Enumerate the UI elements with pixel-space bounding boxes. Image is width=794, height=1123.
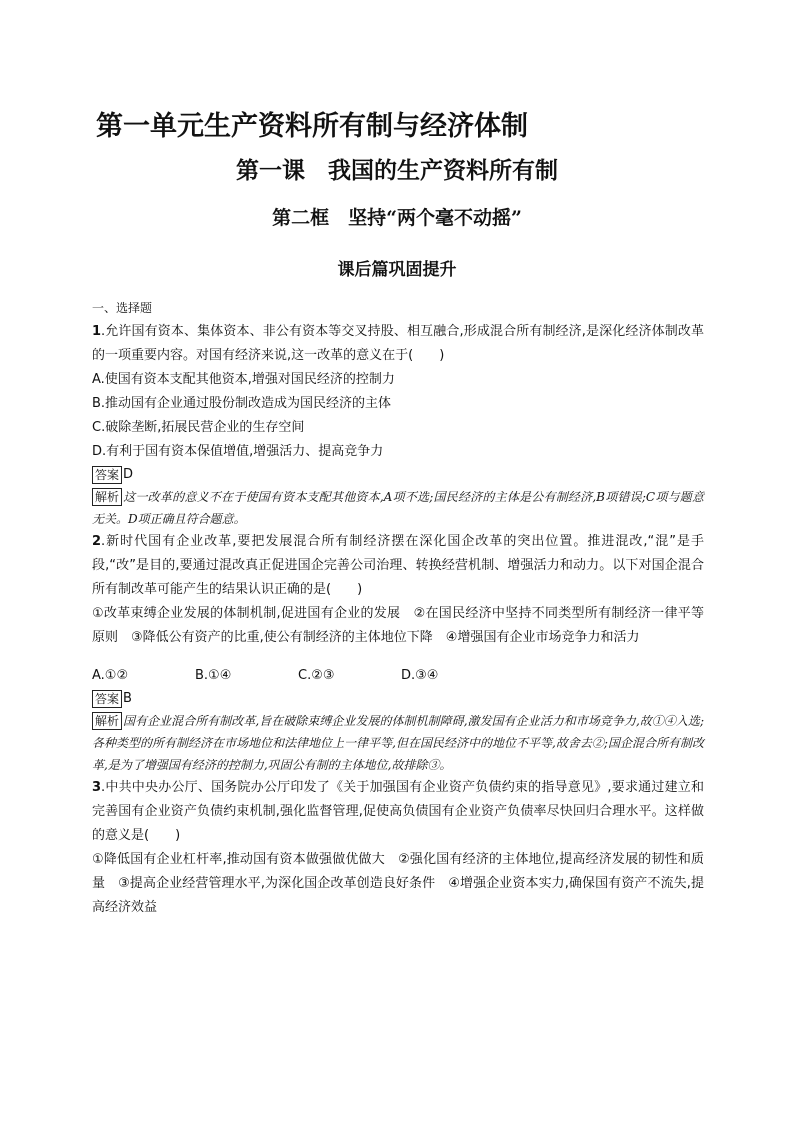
frame-title: 第二框 坚持“两个毫不动摇” [272,207,522,229]
question-2-number: 2 [92,534,102,549]
question-1-analysis-text: 这一改革的意义不在于使国有资本支配其他资本,A项不选;国民经济的主体是公有制经济,B项错误;C项与题意无关。D项正确且符合题意。 [92,490,704,526]
question-1-option-b: B.推动国有企业通过股份制改造成为国民经济的主体 [92,396,392,411]
question-2-choice-c: C.②③ [298,668,335,683]
question-3-statements: ①降低国有企业杠杆率,推动国有资本做强做优做大 ②强化国有经济的主体地位,提高经济发展的韧性和质量 ③提高企业经营管理水平,为深化国企改革创造良好条件 ④增强企业资本实力,确保国有资产不流失,提高经济效益 [92,852,704,915]
part-heading: 一、选择题 [92,301,153,315]
question-1-text: .允许国有资本、集体资本、非公有资本等交叉持股、相互融合,形成混合所有制经济,是深化经济体制改革的一项重要内容。对国有经济来说,这一改革的意义在于( ) [92,324,704,363]
question-1-answer [92,464,704,486]
question-3-number: 3 [92,780,102,795]
question-3-stem [92,776,704,848]
section-title: 课后篇巩固提升 [337,260,457,280]
question-2-choice-d: D.③④ [401,668,439,683]
question-2-analysis [92,710,704,776]
question-2-statements: ①改革束缚企业发展的体制机制,促进国有企业的发展 ②在国民经济中坚持不同类型所有制经济一律平等原则 ③降低公有资产的比重,使公有制经济的主体地位下降 ④增强国有企业市场竞争力和活力 [92,606,704,645]
question-1-option-a: A.使国有资本支配其他资本,增强对国民经济的控制力 [92,372,395,387]
question-1-answer-value: D [123,467,134,482]
lesson-title: 第一课 我国的生产资料所有制 [236,157,558,184]
question-2-analysis-text: 国有企业混合所有制改革,旨在破除束缚企业发展的体制机制障碍,激发国有企业活力和市场竞争力,故①④入选;各种类型的所有制经济在市场地位和法律地位上一律平等,但在国民经济中的地位不平等,故舍去②;国企混合所有制改革,是为了增强国有经济的控制力,巩固公有制的主体地位,故排除③。 [92,714,704,772]
question-2-choice-a: A.①② [92,668,129,683]
question-2-answer [92,688,704,710]
question-3-text: .中共中央办公厅、国务院办公厅印发了《关于加强国有企业资产负债约束的指导意见》,要求通过建立和完善国有企业资产负债约束机制,强化监督管理,促使高负债国有企业资产负债率尽快回归合理水平。这样做的意义是( ) [92,780,704,843]
answer-label: 答案 [92,466,122,484]
question-2-text: .新时代国有企业改革,要把发展混合所有制经济摆在深化国企改革的突出位置。推进混改,“混”是手段,“改”是目的,要通过混改真正促进国企完善公司治理、转换经营机制、增强活力和动力。以下对国企混合所有制改革可能产生的结果认识正确的是( ) [92,534,704,597]
question-1-stem [92,320,704,368]
question-1-analysis [92,486,704,530]
question-2-stem [92,530,704,602]
unit-title: 第一单元生产资料所有制与经济体制 [96,111,528,142]
analysis-label: 解析 [92,712,122,730]
question-2-choice-b: B.①④ [195,668,232,683]
question-2-choices [92,664,704,688]
question-1-option-d: D.有利于国有资本保值增值,增强活力、提高竞争力 [92,444,384,459]
analysis-label: 解析 [92,488,122,506]
question-1-number: 1 [92,324,102,339]
question-1-option-c: C.破除垄断,拓展民营企业的生存空间 [92,420,305,435]
answer-label: 答案 [92,690,122,708]
question-body [92,296,704,920]
question-2-answer-value: B [123,691,132,706]
